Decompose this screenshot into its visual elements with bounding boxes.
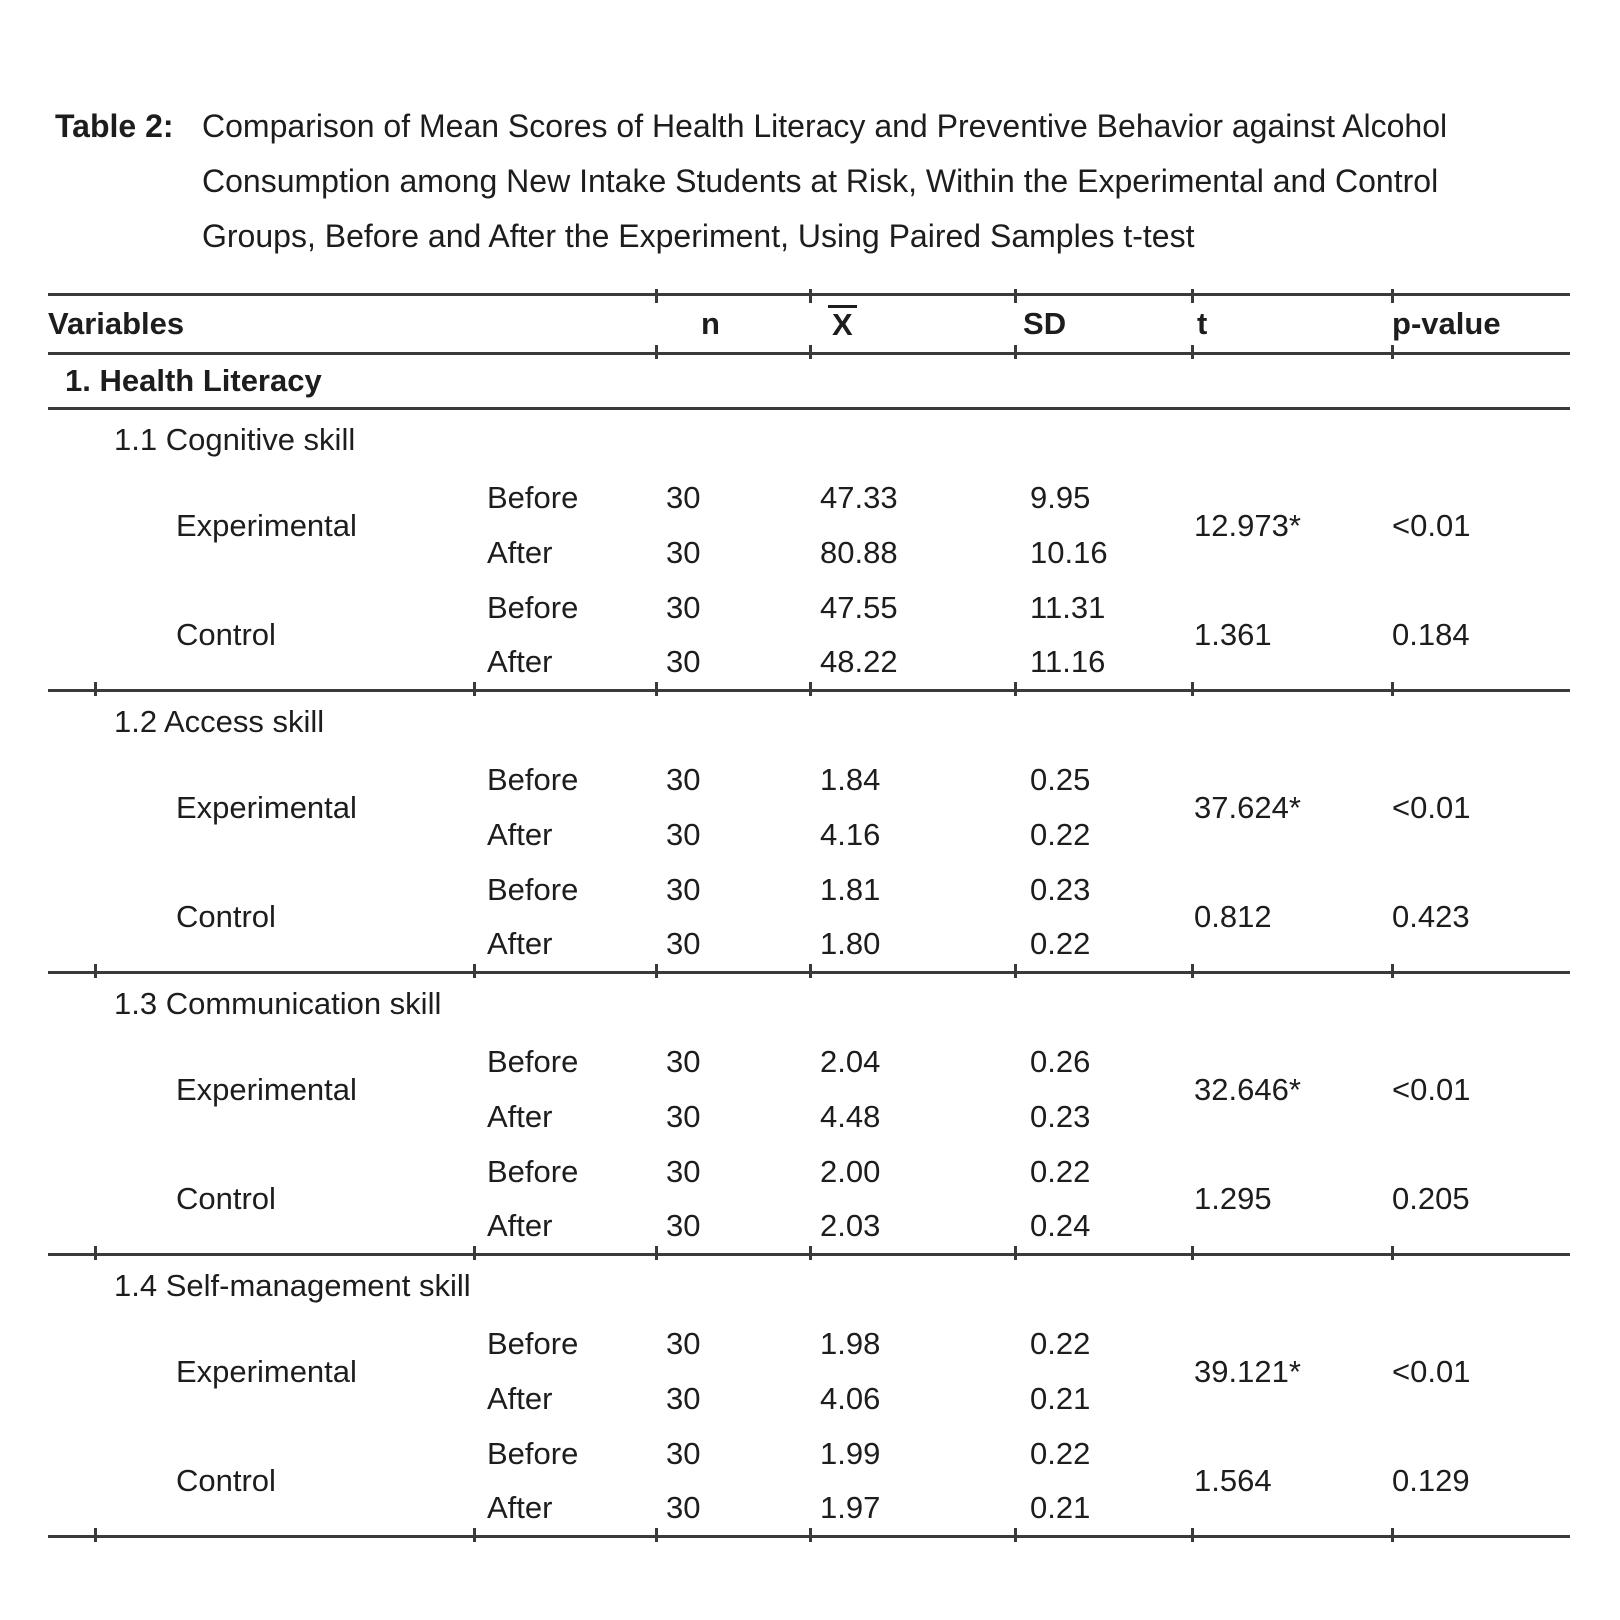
t-cell: 39.121*	[1194, 1353, 1301, 1389]
indent-cell	[48, 918, 95, 973]
sd-cell: 10.16	[1030, 535, 1108, 570]
indent-cell	[48, 1372, 95, 1427]
mean-cell: 1.84	[820, 762, 881, 797]
n-cell: 30	[666, 1044, 701, 1079]
mean-cell: 4.16	[820, 817, 881, 852]
sd-cell: 9.95	[1030, 480, 1091, 515]
mean-cell: 1.81	[820, 872, 881, 907]
sd-cell: 0.22	[1030, 1154, 1091, 1189]
skill-row	[48, 973, 1570, 1035]
col-header-n: n	[656, 295, 810, 354]
n-cell: 30	[656, 918, 810, 973]
indent-cell	[48, 863, 95, 918]
phase-cell: After	[474, 1200, 656, 1255]
n-cell: 30	[656, 1200, 810, 1255]
table-row	[48, 1145, 1570, 1200]
table-row	[48, 1427, 1570, 1482]
mean-cell: 4.48	[820, 1099, 881, 1134]
caption-text	[202, 99, 1532, 264]
mean-cell: 1.80	[810, 918, 1015, 973]
indent-cell	[48, 526, 95, 581]
indent-cell	[48, 1090, 95, 1145]
indent-cell	[48, 1200, 95, 1255]
p-cell: <0.01	[1392, 1353, 1471, 1389]
caption-line: Consumption among New Intake Students at Risk, Within the Experimental and Control	[202, 163, 1439, 199]
group-name-cell: Control	[95, 581, 474, 691]
skill-row	[48, 691, 1570, 753]
mean-cell: 1.99	[820, 1436, 881, 1471]
table-row	[48, 471, 1570, 526]
group-name-cell: Experimental	[176, 1071, 357, 1107]
comparison-table	[48, 293, 1570, 1538]
group-name-cell: Control	[95, 1427, 474, 1537]
t-cell: 37.624*	[1194, 789, 1301, 825]
p-cell: 0.129	[1392, 1427, 1570, 1537]
skill-row	[48, 409, 1570, 471]
p-cell: 0.423	[1392, 863, 1570, 973]
phase-cell: After	[474, 918, 656, 973]
indent-cell	[48, 471, 95, 526]
sd-cell: 0.25	[1030, 762, 1091, 797]
phase-cell: After	[487, 817, 553, 852]
indent-cell	[48, 581, 95, 636]
mean-cell: 47.55	[820, 590, 898, 625]
sd-cell: 0.22	[1015, 918, 1192, 973]
mean-cell: 1.98	[820, 1326, 881, 1361]
group-name-cell: Control	[95, 863, 474, 973]
phase-cell: Before	[487, 762, 579, 797]
phase-cell: After	[487, 1381, 553, 1416]
sd-cell: 0.22	[1030, 817, 1091, 852]
table-row	[48, 1035, 1570, 1090]
group-name-cell: Experimental	[176, 1353, 357, 1389]
sd-cell: 11.31	[1030, 590, 1106, 625]
indent-cell	[48, 636, 95, 691]
mean-cell: 2.04	[820, 1044, 881, 1079]
n-cell: 30	[666, 590, 701, 625]
skill-label: 1.3 Communication skill	[114, 986, 442, 1022]
p-cell: <0.01	[1392, 507, 1471, 543]
col-header-variables: Variables	[48, 295, 656, 354]
skill-label: 1.4 Self-management skill	[114, 1268, 471, 1304]
table-caption	[55, 99, 1532, 264]
phase-cell: After	[474, 1482, 656, 1537]
category-row	[48, 354, 1570, 409]
caption-line: Comparison of Mean Scores of Health Literacy and Preventive Behavior against Alcohol	[202, 108, 1448, 144]
sd-cell: 0.21	[1030, 1381, 1091, 1416]
group-name-cell: Experimental	[176, 789, 357, 825]
table-row	[48, 753, 1570, 808]
col-header-p-value: p-value	[1392, 295, 1570, 354]
table-row	[48, 1317, 1570, 1372]
t-cell: 1.361	[1192, 581, 1392, 691]
indent-cell	[48, 1427, 95, 1482]
t-cell: 1.295	[1192, 1145, 1392, 1255]
t-cell: 0.812	[1192, 863, 1392, 973]
category-label: 1. Health Literacy	[48, 354, 1570, 409]
group-name-cell: Experimental	[176, 507, 357, 543]
n-cell: 30	[666, 1154, 701, 1189]
table-row	[48, 581, 1570, 636]
phase-cell: After	[487, 1099, 553, 1134]
col-header-t: t	[1192, 295, 1392, 354]
mean-cell: 48.22	[810, 636, 1015, 691]
phase-cell: After	[487, 535, 553, 570]
n-cell: 30	[666, 535, 701, 570]
phase-cell: Before	[487, 1044, 579, 1079]
phase-cell: Before	[487, 1326, 579, 1361]
indent-cell	[48, 1317, 95, 1372]
indent-cell	[48, 753, 95, 808]
caption-line: Groups, Before and After the Experiment, Using Paired Samples t-test	[202, 218, 1195, 254]
sd-cell: 0.23	[1030, 872, 1091, 907]
phase-cell: Before	[487, 480, 579, 515]
t-cell: 1.564	[1192, 1427, 1392, 1537]
sd-cell: 11.16	[1015, 636, 1192, 691]
n-cell: 30	[666, 1099, 701, 1134]
indent-cell	[48, 1145, 95, 1200]
p-cell: <0.01	[1392, 789, 1471, 825]
n-cell: 30	[666, 817, 701, 852]
skill-label: 1.2 Access skill	[114, 704, 325, 740]
xbar-overline: X	[828, 305, 857, 342]
mean-cell: 1.97	[810, 1482, 1015, 1537]
p-cell: 0.205	[1392, 1145, 1570, 1255]
n-cell: 30	[666, 1381, 701, 1416]
sd-cell: 0.22	[1030, 1326, 1091, 1361]
n-cell: 30	[666, 872, 701, 907]
indent-cell	[48, 808, 95, 863]
mean-cell: 2.00	[820, 1154, 881, 1189]
group-name-cell: Control	[95, 1145, 474, 1255]
n-cell: 30	[656, 1482, 810, 1537]
phase-cell: Before	[487, 872, 579, 907]
n-cell: 30	[666, 480, 701, 515]
n-cell: 30	[656, 636, 810, 691]
sd-cell: 0.21	[1015, 1482, 1192, 1537]
t-cell: 32.646*	[1194, 1071, 1301, 1107]
phase-cell: Before	[487, 590, 579, 625]
n-cell: 30	[666, 1436, 701, 1471]
sd-cell: 0.26	[1030, 1044, 1091, 1079]
sd-cell: 0.22	[1030, 1436, 1091, 1471]
phase-cell: Before	[487, 1436, 579, 1471]
table-header-row	[48, 295, 1570, 354]
p-cell: 0.184	[1392, 581, 1570, 691]
caption-label: Table 2:	[55, 108, 174, 144]
col-header-sd: SD	[1015, 295, 1192, 354]
sd-cell: 0.24	[1015, 1200, 1192, 1255]
p-cell: <0.01	[1392, 1071, 1471, 1107]
indent-cell	[48, 1035, 95, 1090]
col-header-xbar	[810, 295, 1015, 354]
mean-cell: 2.03	[810, 1200, 1015, 1255]
comparison-table-wrap	[48, 293, 1570, 1538]
skill-row	[48, 1255, 1570, 1317]
mean-cell: 47.33	[820, 480, 898, 515]
indent-cell	[48, 1482, 95, 1537]
phase-cell: Before	[487, 1154, 579, 1189]
n-cell: 30	[666, 762, 701, 797]
skill-label: 1.1 Cognitive skill	[114, 422, 356, 458]
n-cell: 30	[666, 1326, 701, 1361]
mean-cell: 4.06	[820, 1381, 881, 1416]
sd-cell: 0.23	[1030, 1099, 1091, 1134]
t-cell: 12.973*	[1194, 507, 1301, 543]
table-row	[48, 863, 1570, 918]
mean-cell: 80.88	[820, 535, 898, 570]
phase-cell: After	[474, 636, 656, 691]
